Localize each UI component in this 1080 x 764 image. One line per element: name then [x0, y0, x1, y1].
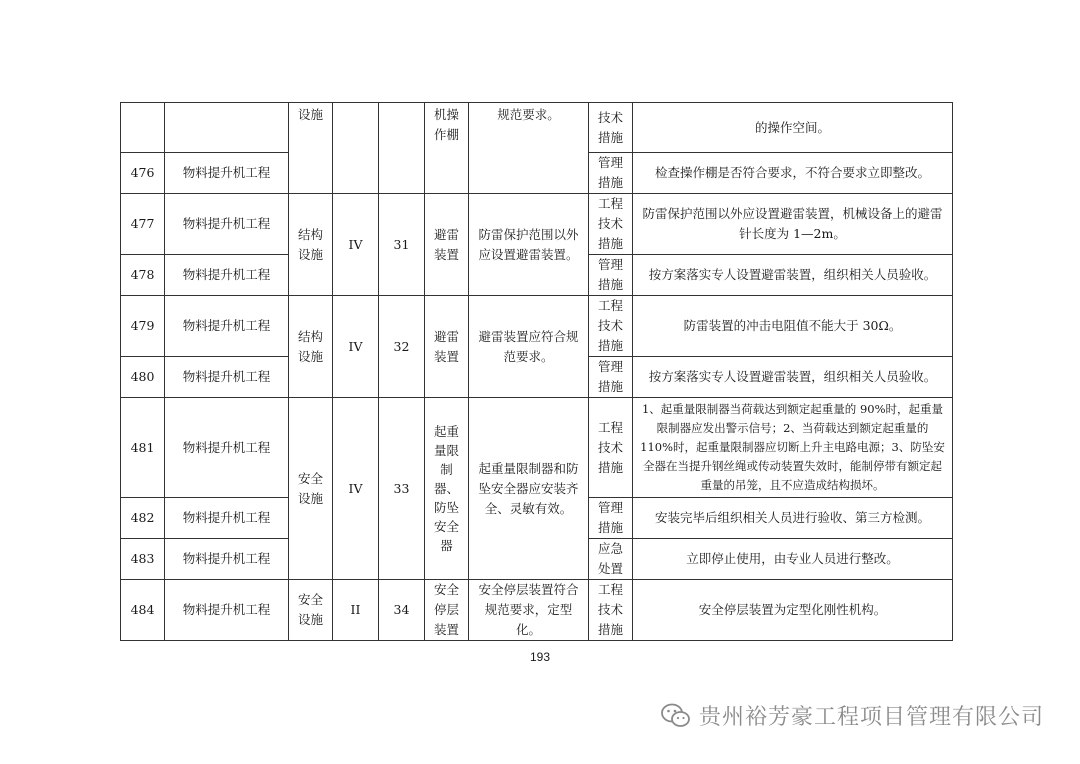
measure-text: 按方案落实专人设置避雷装置，组织相关人员验收。: [633, 357, 953, 398]
page-number: 193: [529, 650, 551, 664]
item-number: 33: [379, 398, 425, 580]
row-number: 478: [121, 255, 165, 296]
measure-type: 管理 措施: [589, 498, 633, 539]
row-number: 482: [121, 498, 165, 539]
measure-type: 工程 技术 措施: [589, 398, 633, 498]
wechat-icon: [661, 703, 691, 729]
watermark-text: 贵州裕芳豪工程项目管理有限公司: [698, 705, 1044, 730]
facility-category: 安全 设施: [289, 398, 333, 580]
requirement: 规范要求。: [469, 103, 589, 194]
risk-level: II: [333, 580, 379, 641]
row-number: 483: [121, 539, 165, 580]
row-number: 476: [121, 153, 165, 194]
measure-type: 技术 措施: [589, 103, 633, 153]
project-name: [165, 103, 289, 153]
risk-level: IV: [333, 194, 379, 296]
table-row: [121, 580, 953, 641]
measure-text: 防雷保护范围以外应设置避雷装置，机械设备上的避雷针长度为 1—2m。: [633, 194, 953, 255]
risk-level: [333, 103, 379, 194]
measure-text: 安全停层装置为定型化刚性机构。: [633, 580, 953, 641]
measure-text: 1、起重量限制器当荷载达到额定起重量的 90%时，起重量限制器应发出警示信号；2、当荷载达到额定起重量的 110%时，起重量限制器应切断上升主电路电源；3、防坠安全器在当提升钢丝绳或传动装置失效时，能制停带有额定起重量的吊笼，且不应造成结构损坏。: [633, 398, 953, 498]
measure-type: 应急 处置: [589, 539, 633, 580]
row-number: 480: [121, 357, 165, 398]
hazard-item: 避雷 装置: [425, 296, 469, 398]
measure-text: 立即停止使用，由专业人员进行整改。: [633, 539, 953, 580]
row-number: [121, 103, 165, 153]
row-number: 484: [121, 580, 165, 641]
row-number: 481: [121, 398, 165, 498]
project-name: 物料提升机工程: [165, 296, 289, 357]
project-name: 物料提升机工程: [165, 398, 289, 498]
requirement: 安全停层装置符合规范要求，定型化。: [469, 580, 589, 641]
project-name: 物料提升机工程: [165, 255, 289, 296]
table-row: [121, 194, 953, 255]
watermark: [661, 700, 1044, 731]
item-number: 31: [379, 194, 425, 296]
project-name: 物料提升机工程: [165, 498, 289, 539]
hazard-item: 机操 作棚: [425, 103, 469, 194]
measure-text: 防雷装置的冲击电阻值不能大于 30Ω。: [633, 296, 953, 357]
table-row: [121, 296, 953, 357]
measure-type: 管理 措施: [589, 153, 633, 194]
facility-category: 安全 设施: [289, 580, 333, 641]
measure-type: 工程 技术 措施: [589, 296, 633, 357]
risk-level: IV: [333, 398, 379, 580]
measure-type: 管理 措施: [589, 357, 633, 398]
table-row: [121, 398, 953, 498]
item-number: [379, 103, 425, 194]
requirement: 防雷保护范围以外应设置避雷装置。: [469, 194, 589, 296]
measure-text: 的操作空间。: [633, 103, 953, 153]
measure-type: 管理 措施: [589, 255, 633, 296]
project-name: 物料提升机工程: [165, 153, 289, 194]
facility-category: 结构 设施: [289, 296, 333, 398]
facility-category: 设施: [289, 103, 333, 194]
project-name: 物料提升机工程: [165, 580, 289, 641]
hazard-item: 起重 量限 制 器、 防坠 安全 器: [425, 398, 469, 580]
facility-category: 结构 设施: [289, 194, 333, 296]
requirement: 起重量限制器和防坠安全器应安装齐全、灵敏有效。: [469, 398, 589, 580]
item-number: 34: [379, 580, 425, 641]
hazard-item: 安全 停层 装置: [425, 580, 469, 641]
project-name: 物料提升机工程: [165, 194, 289, 255]
measure-text: 按方案落实专人设置避雷装置，组织相关人员验收。: [633, 255, 953, 296]
project-name: 物料提升机工程: [165, 539, 289, 580]
row-number: 477: [121, 194, 165, 255]
measure-text: 安装完毕后组织相关人员进行验收、第三方检测。: [633, 498, 953, 539]
project-name: 物料提升机工程: [165, 357, 289, 398]
requirement: 避雷装置应符合规范要求。: [469, 296, 589, 398]
table-row: [121, 103, 953, 153]
measure-text: 检查操作棚是否符合要求，不符合要求立即整改。: [633, 153, 953, 194]
hazard-table: [120, 102, 953, 641]
hazard-item: 避雷 装置: [425, 194, 469, 296]
measure-type: 工程 技术 措施: [589, 580, 633, 641]
item-number: 32: [379, 296, 425, 398]
risk-level: IV: [333, 296, 379, 398]
measure-type: 工程 技术 措施: [589, 194, 633, 255]
row-number: 479: [121, 296, 165, 357]
